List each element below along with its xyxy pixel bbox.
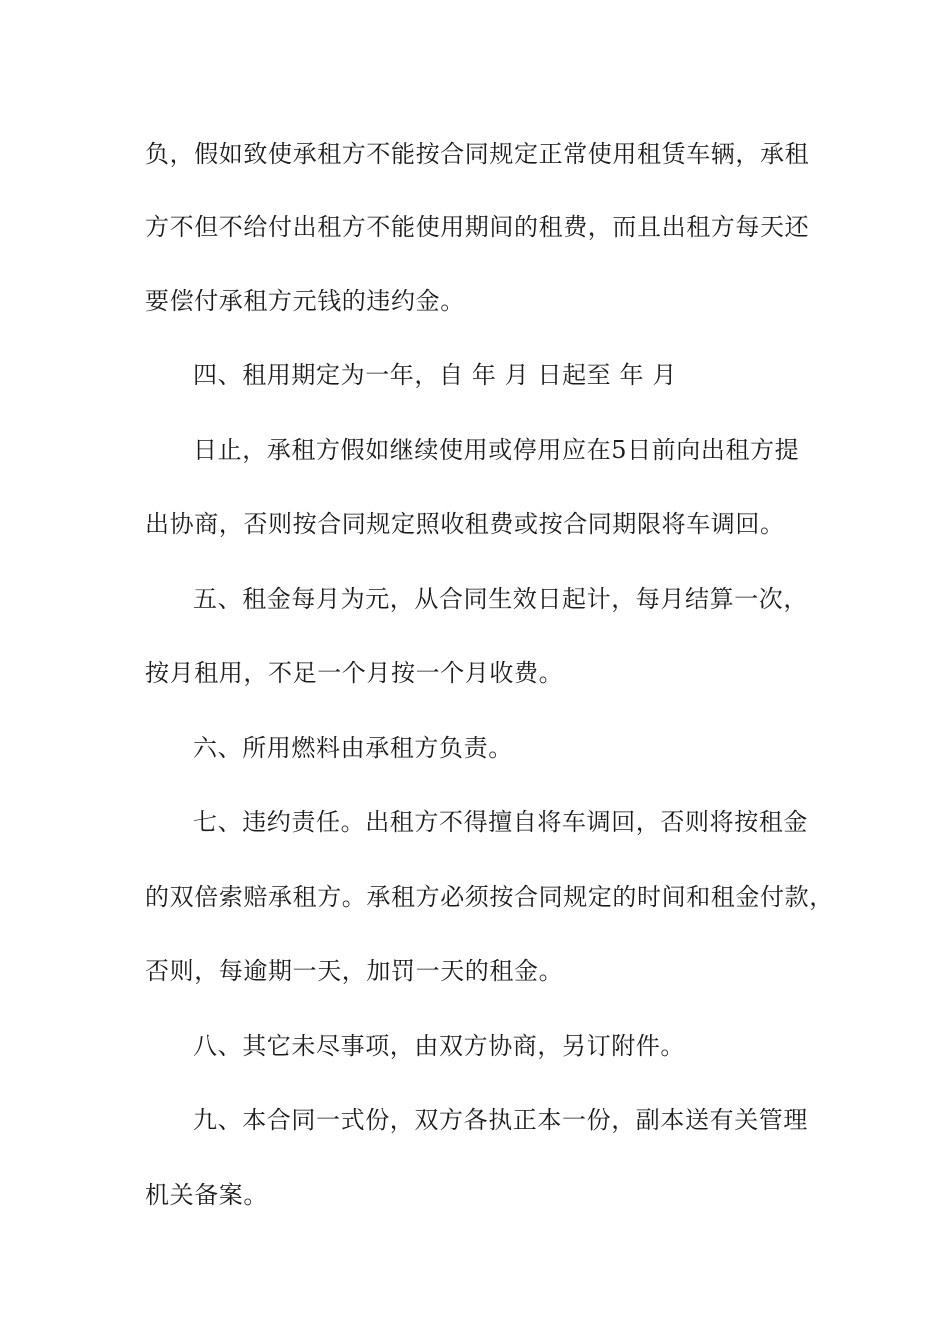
text-line: 的双倍索赔承租方。承租方必须按合同规定的时间和租金付款， [145,883,834,911]
text-line: 六、所用燃料由承租方负责。 [193,734,513,762]
text-line: 八、其它未尽事项，由双方协商，另订附件。 [193,1032,685,1060]
text-line: 九、本合同一式份，双方各执正本一份，副本送有关管理 [193,1106,808,1134]
text-line: 否则，每逾期一天，加罚一天的租金。 [145,957,564,985]
text-line: 机关备案。 [145,1181,268,1209]
text-line: 要偿付承租方元钱的违约金。 [145,287,465,315]
text-line: 七、违约责任。出租方不得擅自将车调回，否则将按租金 [193,808,808,836]
text-line: 按月租用，不足一个月按一个月收费。 [145,659,564,687]
text-line: 方不但不给付出租方不能使用期间的租费，而且出租方每天还 [145,213,810,241]
text-line: 负，假如致使承租方不能按合同规定正常使用租赁车辆，承租 [145,140,810,168]
text-line: 四、租用期定为一年，自 年 月 日起至 年 月 [193,361,677,389]
text-line: 出协商，否则按合同规定照收租费或按合同期限将车调回。 [145,510,785,538]
text-line: 日止，承租方假如继续使用或停用应在5日前向出租方提 [193,436,800,464]
text-line: 五、租金每月为元，从合同生效日起计，每月结算一次， [193,585,808,613]
